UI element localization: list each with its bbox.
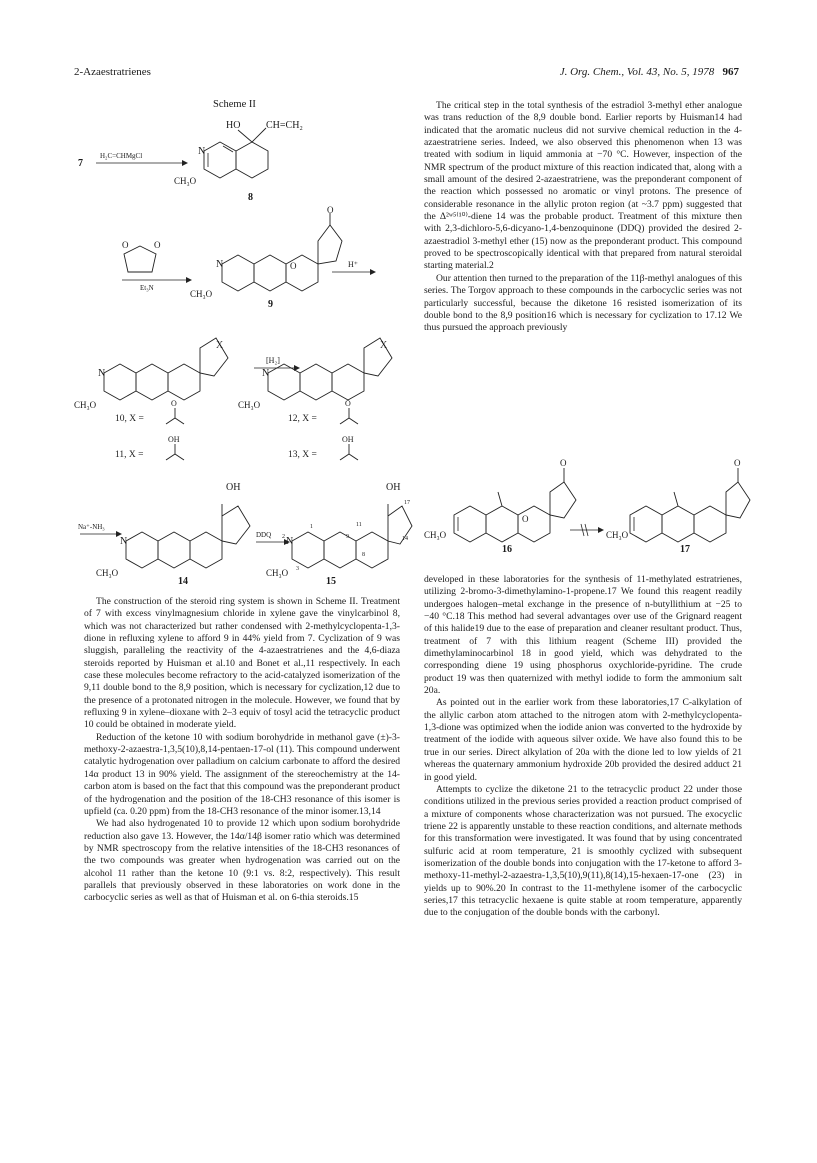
- methoxy-label: CH₃O: [238, 400, 261, 410]
- methoxy-label: CH₃O: [74, 400, 97, 410]
- compound-label-9: 9: [268, 299, 273, 310]
- right-column-text-bottom: [424, 574, 742, 920]
- ring-number-11: 11: [356, 522, 362, 528]
- journal-name: J. Org. Chem., Vol. 43, No. 5, 1978: [559, 66, 715, 78]
- oxygen-label: O: [122, 240, 129, 250]
- nitrogen-label: N: [262, 368, 270, 379]
- page-number: 967: [722, 66, 739, 78]
- compound-label-15: 15: [326, 576, 336, 587]
- substituent-x: X: [380, 340, 388, 351]
- reagent-base: Et₃N: [140, 284, 154, 292]
- paragraph: We had also hydrogenated 10 to provide 12 which upon sodium borohydride reduction also gave 13. However, the 14α/14β isomer ratio which was determined by NMR spectroscopy from the relative intensities of the 18-CH3 resonances of the two compounds was greater when hydrogenation was carried out on the alcohol 11 rather than the ketone 10 (9:1 vs. 8:2, respectively). This result parallels that previously observed in these laboratories on work done in the carbocyclic series as well as that of Huisman et al. on 6-thia steroids.15: [84, 818, 400, 904]
- compound-label-7: 7: [78, 158, 83, 169]
- ring-number-1: 1: [310, 524, 313, 530]
- vinyl-label: CH=CH₂: [266, 120, 303, 131]
- ketone-label: O: [522, 514, 529, 524]
- right-column-text-top: [424, 100, 742, 335]
- reagent-acid: H⁺: [348, 260, 358, 269]
- nitrogen-label: N: [286, 536, 294, 547]
- acid-arrow: [330, 258, 390, 278]
- alcohol-group-11: [160, 434, 190, 464]
- running-title: 2-Azaestratrienes: [74, 66, 151, 78]
- x-definition-13: 13, X =: [288, 450, 317, 460]
- oxygen-label: O: [171, 399, 177, 408]
- methoxy-label: CH₃O: [424, 530, 447, 540]
- nitrogen-label: N: [98, 368, 106, 379]
- ketone-label: O: [327, 205, 334, 215]
- ring-number-17: 17: [404, 500, 410, 506]
- compound-label-8: 8: [248, 192, 253, 203]
- paragraph: The critical step in the total synthesis of the estradiol 3-methyl ether analogue was trans reduction of the 8,9 double bond. Earlier reports by Huisman14 had indicated that the aromatic nucleus did not survive chemical reduction in the 4-azaestratriene series. Indeed, we also observed this phenomenon when 13 was treated with sodium in liquid ammonia at −70 °C. However, inspection of the NMR spectrum of the product mixture of this reaction indicated that, along with a small amount of the desired 2-azaestratriene, was the preponderant component of the reaction which possessed no aromatic or vinyl protons. The presence of considerable resonance in the allylic proton region (at ~3.7 ppm) suggested that the Δ²ʷ⁵⁽¹⁰⁾-diene 14 was the probable product. Treatment of this mixture then with 2,3-dichloro-5,6-dicyano-1,4-benzoquinone (DDQ) provided the desired 2-azaestradiol 3-methyl ether (15) now as the preponderant product. This compound proved to be spectroscopically identical with that prepared from natural steroidal starting material.2: [424, 100, 742, 272]
- ketone-label: O: [734, 458, 741, 468]
- ketone-label: O: [290, 261, 297, 271]
- paragraph: Reduction of the ketone 10 with sodium borohydride in methanol gave (±)-3-methoxy-2-azaestra-1,3,5(10),8,14-pentaen-17-ol (11). This compound underwent catalytic hydrogenation over palladium on calcium carbonate to afford the desired 14α product 13 in 90% yield. The assignment of the stereochemistry at the 14-carbon atom is based on the fact that this compound was the preponderant product of the hydrogenation and the position of the 18-CH3 resonance of this isomer is upfield (ca. 0.20 ppm) from the 18-CH3 resonance of the minor isomer.13,14: [84, 731, 400, 817]
- ring-number-2: 2: [282, 534, 285, 540]
- oxygen-label: O: [154, 240, 161, 250]
- hydroxyl-label: OH: [342, 435, 354, 444]
- x-definition-12: 12, X =: [288, 414, 317, 424]
- alcohol-group-13: [334, 434, 364, 464]
- hydroxyl-label: OH: [386, 482, 401, 493]
- methoxy-label: CH₃O: [606, 530, 629, 540]
- no-reaction-arrow: [568, 520, 608, 540]
- compound-10-11-structure: [74, 318, 244, 418]
- paragraph: As pointed out in the earlier work from these laboratories,17 C-alkylation of the allylic carbon atom attached to the nitrogen atom with 2-methylcyclopenta-1,3-dione was optimized when the iodide anion was converted to the hydroxide by treatment of the iodide with aqueous silver oxide. We have also found this to be true in our series. Direct alkylation of 20a with the dione led to low yields of 21 whereas the quaternary ammonium hydroxide 20b provided the desired adduct 21 in good yield.: [424, 697, 742, 783]
- compound-14-structure: [96, 476, 276, 588]
- nitrogen-label: N: [216, 259, 224, 270]
- ring-number-8: 8: [362, 552, 365, 558]
- paragraph: Attempts to cyclize the diketone 21 to the tetracyclic product 22 under those conditions utilized in the previous series provided a reaction product comprised of a mixture of components whose characterization was not pursued. The exocyclic triene 22 is apparently unstable to these reaction conditions, and alternate methods for this transformation were investigated. It was found that by using concentrated sulfuric acid at room temperature, 21 is smoothly cyclized with subsequent isomerization of the double bonds into conjugation with the 17-ketone to afford 3-methoxy-11-methyl-2-azaestra-1,3,5(10),9(11),8(14),15-hexaen-17-one (23) in yields up to 90%.20 In contrast to the 11-methylene isomer of the carbocyclic series,17 this tetracyclic hexaene is quite stable at room temperature, apparently due to the conjugation of the double bonds with the carbonyl.: [424, 783, 742, 919]
- scheme-title: Scheme II: [213, 99, 256, 110]
- ketone-group-12: [334, 398, 364, 428]
- oxygen-label: O: [345, 399, 351, 408]
- nitrogen-label: N: [120, 536, 128, 547]
- compound-label-16: 16: [502, 544, 512, 555]
- reagent-na: Na⁺-NH₃: [78, 523, 105, 531]
- dione-ring: [124, 246, 156, 272]
- methoxy-label: CH₃O: [96, 568, 119, 578]
- hydroxyl-label: OH: [168, 435, 180, 444]
- hydroxyl-label: OH: [226, 482, 241, 493]
- methoxy-label: CH₃O: [266, 568, 289, 578]
- ring-number-14: 14: [402, 536, 408, 542]
- ketone-group-10: [160, 398, 190, 428]
- substituent-x: X: [216, 340, 224, 351]
- reagent-ddq: DDQ: [256, 531, 272, 539]
- methoxy-label: CH₃O: [174, 176, 197, 186]
- left-column-text: [84, 596, 400, 905]
- ring-number-9: 9: [346, 534, 349, 540]
- ring-number-3: 3: [296, 566, 299, 572]
- journal-citation: [560, 66, 739, 78]
- hydroxyl-label: HO: [226, 120, 241, 131]
- paragraph: The construction of the steroid ring system is shown in Scheme II. Treatment of 7 with excess vinylmagnesium chloride in xylene gave the vinylcarbinol 8, which was not characterized but rather condensed with 2-methylcyclopenta-1,3-dione in refluxing xylene to afford 9 in 44% yield from 7. Cyclization of 9 was sluggish, paralleling the reactivity of the 4-azaestratrienes and the 4,6-diaza steroids reported by Huisman et al.10 and Bonet et al.,11 respectively. In each case these molecules become refractory to the acid-catalyzed isomerization of the 9,11 double bond to the 8,9 position, which is necessary for cyclization,12 due to the presence of a protonated nitrogen in the molecule. However, we found that by refluxing 9 in xylene–dioxane with 2–3 equiv of tosyl acid the tetracyclic product 10 could be obtained in moderate yield.: [84, 596, 400, 731]
- compound-12-13-structure: [238, 318, 408, 418]
- nitrogen-label: N: [198, 146, 206, 157]
- x-definition-10: 10, X =: [115, 414, 144, 424]
- compound-16-structure: [424, 452, 584, 556]
- reagent-h2: [H₂]: [266, 356, 280, 365]
- compound-label-17: 17: [680, 544, 690, 555]
- methoxy-label: CH₃O: [190, 289, 213, 299]
- x-definition-11: 11, X =: [115, 450, 144, 460]
- reagent-vinyl: H₂C=CHMgCl: [100, 152, 143, 160]
- compound-8-structure: [170, 112, 320, 207]
- compound-17-structure: [606, 452, 756, 556]
- compound-15-structure: [266, 476, 416, 588]
- paragraph: Our attention then turned to the preparation of the 11β-methyl analogues of this series. The Torgov approach to these compounds in the carbocyclic series was not particularly successful, because the diketone 16 resisted isomerization of its double bond to the 8,9 position16 which is necessary for cyclization to 17.12 We thus pursued the approach previously: [424, 272, 742, 334]
- compound-label-14: 14: [178, 576, 188, 587]
- paragraph: developed in these laboratories for the synthesis of 11-methylated estratrienes, utilizing 2-bromo-3-dimethylamino-1-propene.17 We found this reagent readily undergoes halogen–metal exchange in the presence of n-butyllithium at −25 to −40 °C.18 This method had several advantages over use of the Grignard reagent of this halide19 due to the ease of preparation and cleaner resultant product. Thus, treatment of 7 with this lithium reagent (Scheme III) provided the dimethylaminocarbinol 18 in good yield, which was dehydrated to the corresponding diene 19 using phosphorus oxychloride-pyridine. The crude product 19 was then quaternized with methyl iodide to form the ammonium salt 20a.: [424, 574, 742, 697]
- ketone-label: O: [560, 458, 567, 468]
